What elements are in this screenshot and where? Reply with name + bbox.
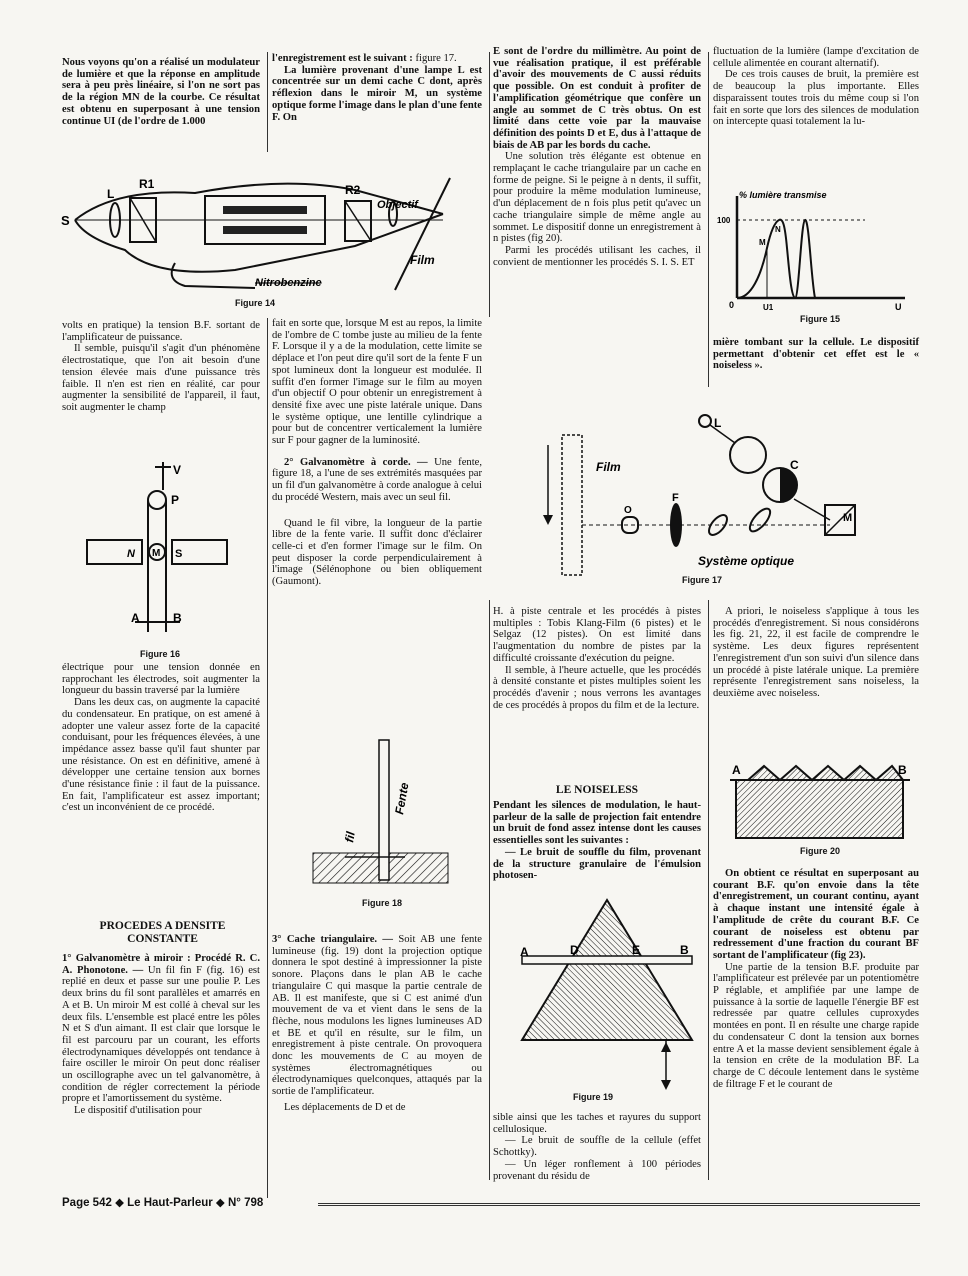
paragraph: — Un léger ronflement à 100 périodes provenant du résidu de — [493, 1158, 701, 1182]
figure-19-triangular-cache — [512, 890, 707, 1090]
paragraph: Il semble, à l'heure actuelle, que les procédés à densité constante et pistes multiples soient les procédés d'avenir ; nous verrons les avantages de ces procédés à propos du film et de la lecture. — [493, 664, 701, 711]
paragraph: Quand le fil vibre, la longueur de la partie libre de la fente varie. Il suffit donc d'éclairer celle-ci et d'en former l'image sur le film. On peut disposer la corde perpendiculairement à l'image (Sélénophone ou bien obliquement (Gaumont). — [272, 517, 482, 588]
paragraph: Les déplacements de D et de — [284, 1101, 406, 1113]
paragraph: — Le bruit de souffle du film, provenant de la structure granulaire de l'émulsion photosen- — [493, 846, 701, 882]
paragraph: Nous voyons qu'on a réalisé un modulateur de lumière et que la réponse en amplitude sera à peu près linéaire, si l'on ne sort pas de la région MN de la courbe. Ce résultat est obtenu en superposant à une tension continue UI (de l'ordre de 1.000 — [62, 57, 260, 127]
paragraph: A priori, le noiseless s'applique à tous les procédés d'enregistrement. Si nous considérons les fig. 21, 22, il est facile de comprendre le système. Les deux figures représentent l'enregistrement d'un son suivi d'un silence dans un procédé à piste latérale unique. La première représente l'enregistrement sans noiseless, la deuxième avec noiseless. — [713, 606, 919, 699]
label-origin: 0 — [729, 300, 735, 310]
galvo-body: Un fil fin F (fig. 16) est replié en deux et passe sur une poulie P. Les deux brins du fil sont parallèles et amarrés en A et B. Un miroir M est collé à cheval sur les deux fils. L'ensemble est placé entre les pôles N et S d'un aimant. Il est clair que lorsque le fil est parcouru par un courant, les efforts électrodynamiques développés ont tendance à faire osciller le miroir On peut donc réaliser un oscillographe avec un tel galvanomètre, à condition de régler correctement la période propre et l'amortissement du système. — [62, 964, 260, 1105]
col1-bottom-text — [62, 662, 260, 814]
label-u: U — [895, 302, 902, 312]
label-objective: Objectif — [377, 199, 418, 211]
label-optics: Système optique — [698, 554, 795, 568]
col4-top-text — [713, 46, 919, 128]
figure-16-caption: Figure 16 — [139, 649, 180, 659]
label-b: B — [680, 943, 689, 957]
label-b: B — [898, 763, 907, 777]
recording-intro: l'enregistrement est le suivant : — [272, 53, 413, 64]
y-tick-100: 100 — [717, 216, 731, 225]
paragraph: Dans les deux cas, on augmente la capacité du condensateur. En pratique, on est amené à adopter une valeur assez forte de la capacité conduisant, pour les fréquences élevées, à une impédance assez basse qu'il faut shunter par une résistance. On est en définitive, amené à développer une certaine tension aux bornes d'une résistance finie : il faut de la puissance. En fait, l'amplificateur est assez important; c'est un inconvénient de ce procédé. — [62, 697, 260, 814]
label-a: A — [732, 763, 741, 777]
paragraph: Pendant les silences de modulation, le haut-parleur de la salle de projection fait entendre un bruit de fond assez intense dont les causes essentielles sont les suivantes : — [493, 800, 701, 847]
figure-19-caption: Figure 19 — [572, 1092, 613, 1102]
label-n: N — [775, 225, 781, 234]
figure-20-comb-cache — [728, 758, 913, 843]
col2-mid-text — [272, 318, 482, 588]
paragraph: électrique pour une tension donnée en rapprochant les électrodes, soit augmenter la longueur du bassin traversé par la lumière — [62, 662, 260, 697]
cache-title: 3° Cache triangulaire. — — [272, 934, 393, 945]
figure-17-caption: Figure 17 — [681, 575, 722, 585]
cache-body: Soit AB une fente lumineuse (fig. 19) dont la projection optique donnera le spot destiné à impressionner la piste sonore. Plaçons dans le plan AB le cache triangulaire C qui masque la partie centrale de AB. Il est manifeste, que si C est animé d'un mouvement de va et vient dans le sens de la flèche, nous modulons les lignes lumineuses AD et BE et qu'il en résulte, sur le film, un enregistrement à piste centrale. On provoquera donc les mouvements de C au moyen de systèmes électromagnétiques ou électrodynamiques quelconques, attaqués par la sortie de l'amplificateur. — [272, 934, 482, 1098]
label-fente: Fente — [392, 781, 412, 816]
figure-15-caption: Figure 15 — [799, 314, 840, 324]
label-v: V — [173, 463, 182, 477]
col3-noiseless-text — [493, 800, 701, 882]
paragraph: Une solution très élégante est obtenue en remplaçant le cache triangulaire par un cache en forme de peigne. Si le peigne à n dents, il suffit, pour produire la même modulation lumineuse, d'un déplacement de n fois plus petit qu'avec un cache triangulaire simple de même angle au sommet. Le dispositif donne un enregistrement à n pistes (fig 20). — [493, 151, 701, 245]
label-b: B — [173, 611, 182, 625]
paragraph: mière tombant sur la cellule. Le dispositif permettant d'obtenir cet effet est le « noiseless ». — [713, 337, 919, 372]
label-a: A — [131, 611, 140, 625]
paragraph: Le dispositif d'utilisation pour — [74, 1105, 202, 1117]
label-l: L — [714, 416, 722, 430]
label-film: Film — [410, 253, 435, 267]
col3-mid-text — [493, 606, 701, 711]
paragraph: volts en pratique) la tension B.F. sortant de l'amplificateur de puissance. — [62, 320, 260, 343]
figure-15-curve-chart — [715, 188, 915, 313]
figure-18-slit — [305, 735, 455, 890]
section-heading-noiseless: LE NOISELESS — [555, 784, 639, 796]
label-n: N — [127, 548, 135, 560]
label-o: O — [624, 505, 632, 516]
corde-body: Une fente, figure 18, a l'une de ses extrémités masquées par un fil d'un galvanomètre à corde analogue à celui du procédé Western, mais avec un seul fil. — [272, 456, 482, 503]
col1-mid-text — [62, 320, 260, 414]
col4-lower-text — [713, 606, 919, 700]
label-p: P — [171, 493, 180, 507]
recording-ref: figure 17. — [415, 53, 457, 64]
figure-16-galvanometer — [85, 462, 245, 647]
figure-18-caption: Figure 18 — [361, 898, 402, 908]
label-nitrobenzine: Nitrobenzine — [255, 277, 322, 289]
label-r2: R2 — [345, 183, 361, 197]
paragraph: fait en sorte que, lorsque M est au repos, la limite de l'ombre de C tombe juste au milieu de la fente F. Lorsque il y a de la modulation, cette limite se déplace et l'on peut dire qu'il sort de la fente F un spot lumineux dont la longueur est modulée. Il suffit d'en former l'image sur le film au moyen d'un objectif O pour obtenir un enregistrement à densité fixe avec une piste latérale unique. Dans le système optique, une lentille cylindrique a pour but de concentrer verticalement la lumière sur F pour gagner de la luminosité. — [272, 318, 482, 447]
label-m: M — [759, 238, 766, 247]
col4-mid-text — [713, 337, 919, 372]
label-l: L — [107, 187, 115, 201]
section-heading-densite: PROCEDES A DENSITE CONSTANTE — [99, 920, 226, 945]
label-e: E — [632, 943, 641, 957]
figure-14-caption: Figure 14 — [234, 298, 275, 308]
corde-title: 2° Galvanomètre à corde. — — [284, 456, 428, 468]
label-film: Film — [596, 460, 621, 474]
paragraph: fluctuation de la lumière (lampe d'excitation de cellule alimentée en courant alternatif). — [713, 46, 919, 69]
footer-rule — [318, 1203, 920, 1206]
paragraph: sible ainsi que les taches et rayures du support cellulosique. — [493, 1112, 701, 1135]
col2-cache-text — [272, 934, 482, 1114]
chart-title: % lumière transmise — [739, 190, 827, 200]
label-r1: R1 — [139, 177, 155, 191]
paragraph: De ces trois causes de bruit, la première est de beaucoup la plus importante. Elles disparaissent toutes trois du même coup si l'on fait en sorte que lors des silences de modulation on intercepte quasi totalement la lu- — [713, 69, 919, 128]
paragraph: Il semble, puisqu'il s'agit d'un phénomène électrostatique, que l'on ait besoin d'une tension élevée mais d'une puissance très faible. Il n'en est rien en réalité, car pour augmenter la sensibilité de l'appareil, il faut, soit augmenter le champ — [62, 343, 260, 413]
paragraph: Parmi les procédés utilisant les caches, il convient de mentionner les procédés S. I. S. ET — [493, 244, 701, 268]
paragraph: La lumière provenant d'une lampe L est concentrée sur un demi cache C dont, après réflexion dans le miroir M, un système optique forme l'image dans le plan d'une fente F. On — [272, 64, 482, 123]
figure-14-modulator-diagram — [55, 168, 475, 298]
paragraph: H. à piste centrale et les procédés à pistes multiples : Tobis Klang-Film (6 pistes) et le Selgaz (12 pistes). On est limité dans l'augmentation du nombre de pistes par la difficulté croissante d'exécution du peigne. — [493, 606, 701, 664]
label-d: D — [570, 943, 579, 957]
col3-bottom-text — [493, 1112, 701, 1182]
paragraph: On obtient ce résultat en superposant au courant B.F. qu'on envoie dans la tête d'enregistrement, un courant continu, ayant à chaque instant une intensité égale à l'amplitude de crête du courant B.F. Ce courant de noiseless est obtenu par redressement d'une fraction du courant BF sortant de l'amplificateur (fig 23). — [713, 868, 919, 961]
col1-top-text — [62, 57, 260, 127]
label-m: M — [843, 512, 853, 524]
col1-galvo-text — [62, 953, 260, 1117]
label-u1: U1 — [763, 303, 774, 312]
figure-20-caption: Figure 20 — [799, 846, 840, 856]
label-f: F — [672, 492, 679, 504]
paragraph: — Le bruit de souffle de la cellule (effet Schottky). — [493, 1135, 701, 1159]
paragraph: E sont de l'ordre du millimètre. Au point de vue réalisation pratique, il est préférable d'avoir des mouvements de C aussi réduits que possible. On est conduit à profiter de l'amplification géométrique que confère un angle au sommet de C très obtus. On est limité dans cette voie par la mauvaise définition des points D et E, dus à l'attaque de biais de AB par les bords du cache. — [493, 46, 701, 151]
label-a: A — [520, 945, 529, 959]
page-footer: Page 542 ◆ Le Haut-Parleur ◆ N° 798 — [62, 1197, 264, 1209]
label-s: S — [175, 548, 183, 560]
col3-top-text — [493, 46, 701, 268]
col2-top-text — [272, 53, 482, 123]
paragraph: Une partie de la tension B.F. produite par l'amplificateur est prélevée par un potentiomètre P réglable, et amplifiée par une lampe de puissance à la sortie de laquelle l'énergie BF est redressée par quatre cellules cuproxydes montées en pont. Il en résulte une charge rapide du condensateur C dont la tension aux bornes entre A et la masse devient sensiblement égale à la tension en crête de la modulation BF. La charge de C découle lentement dans le système de filtrage F et le courant de — [713, 961, 919, 1090]
galvo-title: 1° Galvanomètre à miroir : Procédé R. C. A. Phonotone. — — [62, 953, 260, 976]
label-fil: fil — [342, 830, 358, 844]
label-c: C — [790, 458, 799, 472]
label-m: M — [152, 548, 161, 559]
figure-17-optical-system — [540, 405, 885, 580]
col4-bottom-text — [713, 868, 919, 1090]
label-s: S — [61, 213, 70, 228]
